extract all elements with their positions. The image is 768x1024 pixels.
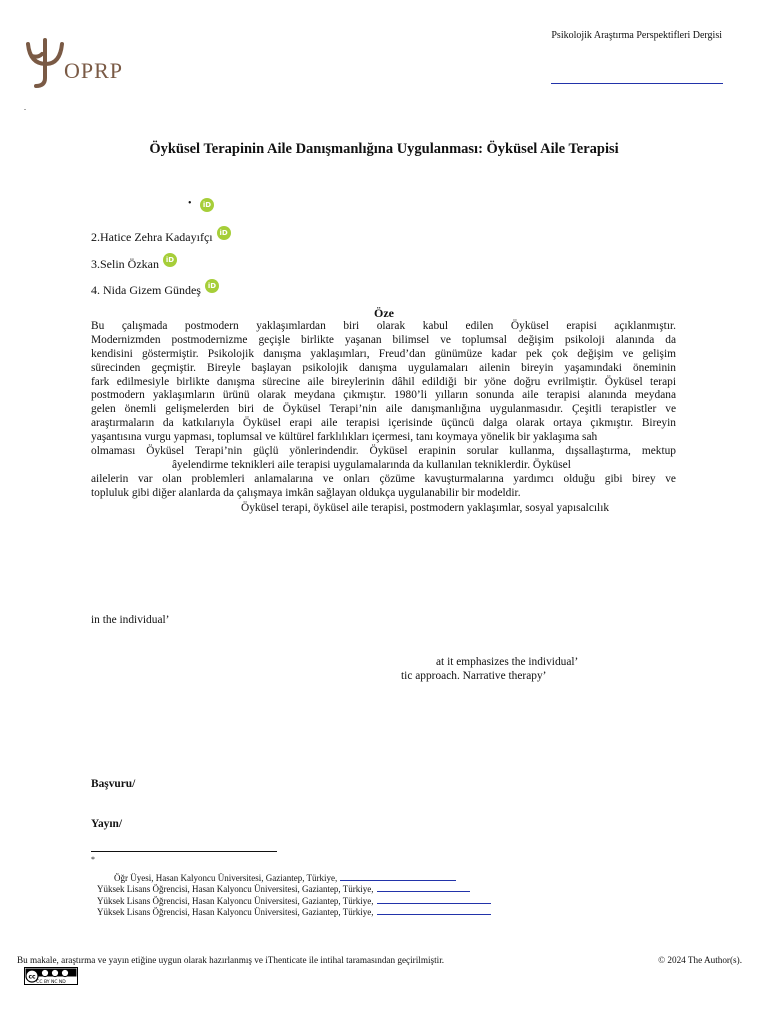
english-fragment-2: at it emphasizes the individual’ <box>436 656 579 668</box>
footnote-marker: * <box>91 855 95 864</box>
svg-text:cc: cc <box>28 973 36 981</box>
journal-link-line[interactable] <box>551 83 723 84</box>
author-name: 2.Hatice Zehra Kadayıfçı <box>91 230 213 244</box>
author-name: 4. Nida Gizem Gündeş <box>91 283 201 297</box>
abstract-line: sürecinden geçmiştir. Bireyle başlayan psikolojik danışma uygulamaları ailenin bireyin yaşamındaki öneminin <box>91 361 676 374</box>
journal-name: Psikolojik Araştırma Perspektifleri Dergisi <box>551 30 722 41</box>
abstract-line: yaşantısına vurgu yapması, toplumsal ve kültürel farklılıkları içermesi, tanı koymaya yönelik bir yaklaşıma sah <box>91 431 598 444</box>
orcid-icon: iD <box>200 198 214 212</box>
abstract-line: olmaması Öyküsel Terapi’nin güçlü yönlerindendir. Öyküsel erapinin sorular kullanma, dışsallaştırma, mektup <box>91 445 676 458</box>
english-fragment-1: in the individual’ <box>91 614 170 626</box>
footnote-email-link[interactable] <box>377 905 491 915</box>
cc-license-icon[interactable] <box>24 967 78 985</box>
journal-logo <box>24 34 159 92</box>
copyright: © 2024 The Author(s). <box>658 955 742 965</box>
submission-date-label: Başvuru/ <box>91 778 136 790</box>
footnote-text: Yüksek Lisans Öğrencisi, Hasan Kalyoncu Üniversitesi, Gaziantep, Türkiye, <box>97 884 374 894</box>
abstract-line: araştırmaların da katkılarıyla Öyküsel erapi aile terapisi içerisinde üçüncü dalga olarak ortaya çıkmıştır. Bireyin <box>91 417 676 430</box>
publication-date-label: Yayın/ <box>91 818 123 830</box>
orcid-link-1[interactable] <box>200 198 214 216</box>
abstract-line: âyelendirme teknikleri aile terapisi uygulamalarında da kullanılan tekniklerdir. Öyküsel <box>172 458 571 471</box>
header-mark: . <box>24 103 26 112</box>
license-badge-text: CC BY NC ND <box>36 980 66 985</box>
footnote-text: Yüksek Lisans Öğrencisi, Hasan Kalyoncu Üniversitesi, Gaziantep, Türkiye, <box>97 896 374 906</box>
keywords: Öyküsel terapi, öyküsel aile terapisi, postmodern yaklaşımlar, sosyal yapısalcılık <box>241 502 610 514</box>
logo-text: OPRP <box>64 58 124 83</box>
orcid-icon[interactable]: iD <box>217 226 231 240</box>
orcid-icon[interactable]: iD <box>205 279 219 293</box>
author-2 <box>91 230 231 245</box>
footnote-text: Öğr Üyesi, Hasan Kalyoncu Üniversitesi, Gaziantep, Türkiye, <box>114 873 338 883</box>
footnote-divider <box>91 851 277 852</box>
abstract-line: gelen önemli gelişmelerden biri de Öyküsel Terapi’nin aile danışmanlığına uygulanmasıdır. Çeşitli terapistler ve <box>91 403 676 416</box>
abstract-line: fark edilmesiyle birlikte danışma sürecine aile bireylerinin dâhil edildiği bir yöne doğru evrilmiştir. Öyküsel terapi <box>91 375 676 388</box>
footnote-email-link[interactable] <box>377 882 470 892</box>
orcid-icon[interactable]: iD <box>163 253 177 267</box>
abstract-line: Bu çalışmada postmodern yaklaşımlardan biri olarak kabul edilen Öyküsel erapisi açıklanmıştır. <box>91 320 676 332</box>
abstract-line: topluluk gibi diğer alanlarda da çalışmaya imkân sağlayan oldukça uygulanabilir bir modeldir. <box>91 486 521 499</box>
footnote-2 <box>97 882 470 894</box>
author-name: 3.Selin Özkan <box>91 257 159 271</box>
author-bullet: • <box>188 198 192 209</box>
abstract-heading: Öze <box>374 306 394 320</box>
ethics-note: Bu makale, araştırma ve yayın etiğine uygun olarak hazırlanmış ve iThenticate ile intihal taramasından geçirilmiştir. <box>17 955 445 965</box>
footnote-email-link[interactable] <box>340 871 456 881</box>
footnote-4 <box>97 905 491 917</box>
english-fragment-3: tic approach. Narrative therapy’ <box>401 670 547 682</box>
abstract-line: postmodern yaklaşımların ürünü olarak meydana çıkmıştır. 1980’li yılların sonunda aile terapisi alanında meydana <box>91 389 676 402</box>
author-4 <box>91 283 219 298</box>
abstract-line: Modernizmden postmodernizme geçişle birlikte yaşanan bilimsel ve toplumsal değişim psikoloji alanında da <box>91 333 676 346</box>
footnote-email-link[interactable] <box>377 894 491 904</box>
author-3 <box>91 257 177 272</box>
abstract-line: ailelerin var olan problemleri anlamalarına ve onları çözüme kavuşturmalarına yardımcı olduğu gibi birey ve <box>91 472 676 485</box>
footnote-text: Yüksek Lisans Öğrencisi, Hasan Kalyoncu Üniversitesi, Gaziantep, Türkiye, <box>97 907 374 917</box>
abstract-line: kendisini göstermiştir. Psikolojik danışma yaklaşımları, Freud’dan günümüze kadar pek çok değişim ve gelişim <box>91 347 676 360</box>
abstract-body <box>91 320 676 501</box>
article-title: Öyküsel Terapinin Aile Danışmanlığına Uygulanması: Öyküsel Aile Terapisi <box>149 141 619 157</box>
